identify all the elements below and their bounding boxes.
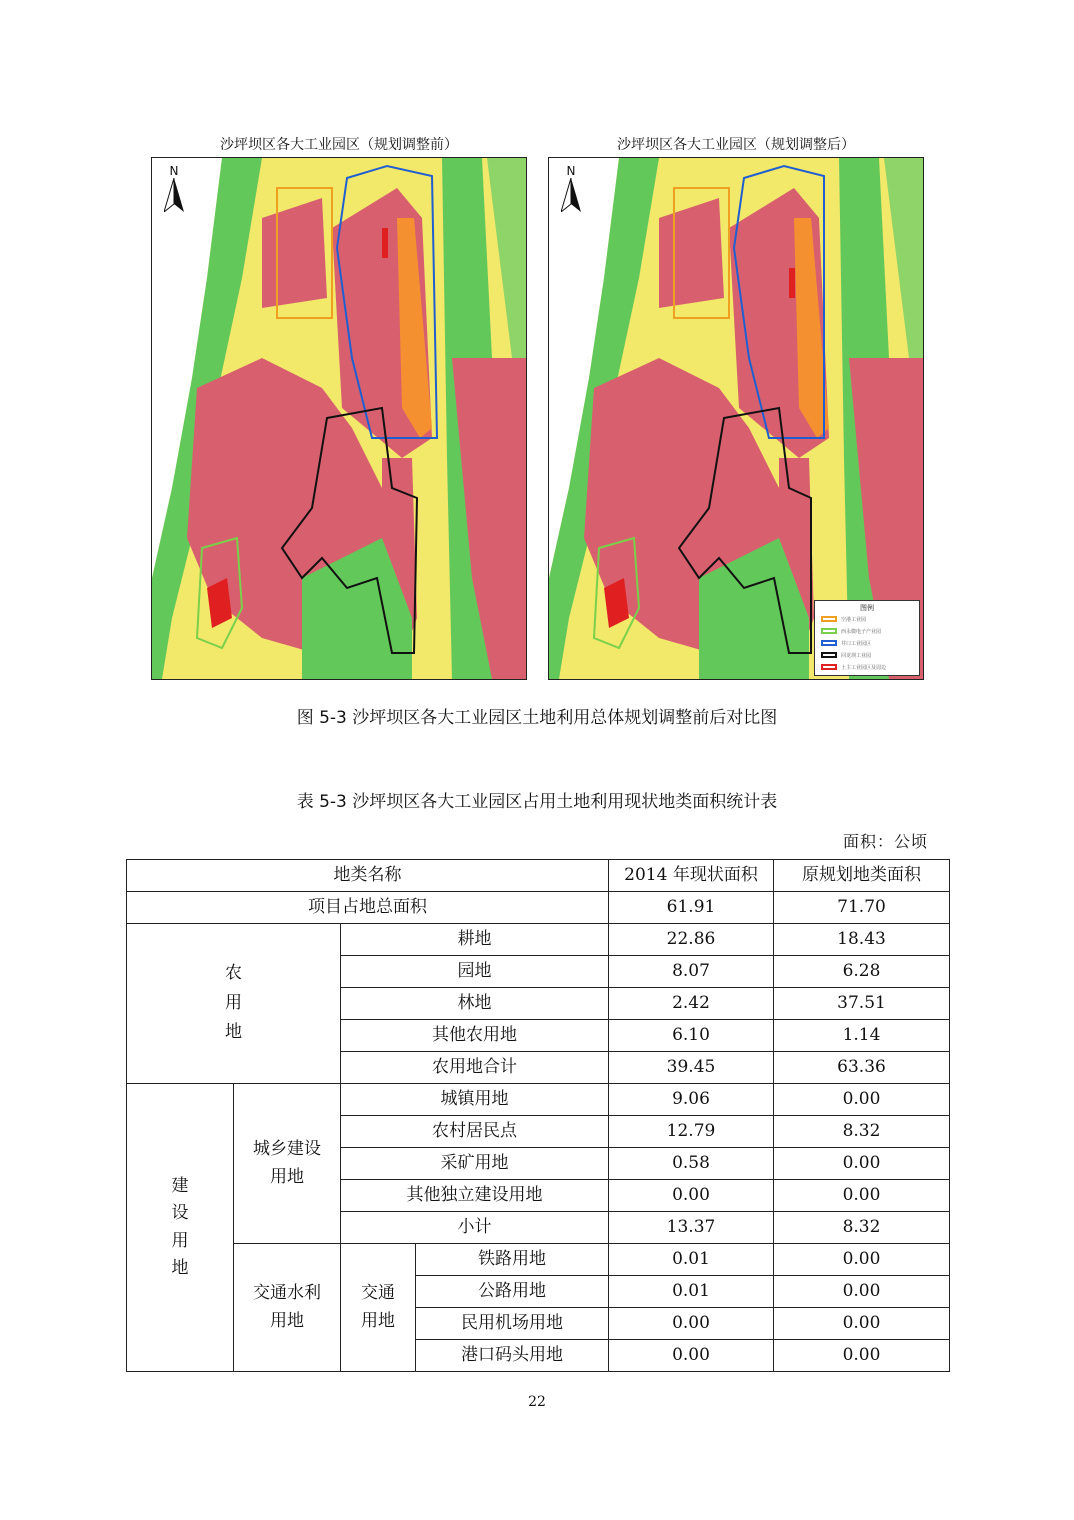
row-label: 其他独立建设用地 <box>341 1180 609 1212</box>
agri-label: 农用地 <box>225 962 242 1043</box>
cell-value: 0.00 <box>774 1148 950 1180</box>
legend-item <box>815 661 919 673</box>
row-label: 采矿用地 <box>341 1148 609 1180</box>
build-category <box>127 1084 234 1372</box>
row-label: 农用地合计 <box>341 1052 609 1084</box>
cell-value: 0.00 <box>609 1308 774 1340</box>
table-row <box>127 924 950 956</box>
row-label: 公路用地 <box>416 1276 609 1308</box>
cell-value: 37.51 <box>774 988 950 1020</box>
north-arrow-icon <box>164 164 184 216</box>
legend-swatch <box>821 628 837 634</box>
transport-label: 交通水利用地 <box>253 1283 321 1331</box>
page-number: 22 <box>528 1394 546 1410</box>
legend-label: 空港工业园 <box>841 616 867 623</box>
row-label: 农村居民点 <box>341 1116 609 1148</box>
cell-value: 8.07 <box>609 956 774 988</box>
cell-value: 71.70 <box>774 892 950 924</box>
legend-label: 土主工业园区及周边 <box>841 664 887 671</box>
table-row <box>127 1244 950 1276</box>
cell-value: 8.32 <box>774 1116 950 1148</box>
cell-value: 9.06 <box>609 1084 774 1116</box>
cell-value: 6.28 <box>774 956 950 988</box>
cell-value: 0.00 <box>774 1084 950 1116</box>
transport-category <box>234 1244 341 1372</box>
map-before <box>151 157 527 680</box>
cell-value: 18.43 <box>774 924 950 956</box>
total-label: 项目占地总面积 <box>127 892 609 924</box>
north-arrow-icon <box>561 164 581 216</box>
legend-item <box>815 649 919 661</box>
traffic-label: 交通用地 <box>361 1283 395 1331</box>
map-before-title: 沙坪坝区各大工业园区（规划调整前） <box>220 137 458 153</box>
legend-item <box>815 637 919 649</box>
cell-value: 2.42 <box>609 988 774 1020</box>
unit-label: 面积：公顷 <box>842 832 928 851</box>
cell-value: 22.86 <box>609 924 774 956</box>
table-caption: 表 5-3 沙坪坝区各大工业园区占用土地利用现状地类面积统计表 <box>296 792 778 812</box>
legend-swatch <box>821 652 837 658</box>
header-col1: 2014 年现状面积 <box>609 860 774 892</box>
legend-swatch <box>821 640 837 646</box>
map-legend <box>814 600 920 676</box>
cell-value: 12.79 <box>609 1116 774 1148</box>
cell-value: 61.91 <box>609 892 774 924</box>
legend-label: 井口工业园区 <box>841 640 872 647</box>
land-use-table <box>126 859 950 1372</box>
row-label: 耕地 <box>341 924 609 956</box>
map-after-title: 沙坪坝区各大工业园区（规划调整后） <box>617 137 855 153</box>
header-name: 地类名称 <box>127 860 609 892</box>
agri-category <box>127 924 341 1084</box>
cell-value: 13.37 <box>609 1212 774 1244</box>
legend-title: 图例 <box>860 604 874 612</box>
row-label: 园地 <box>341 956 609 988</box>
traffic-category <box>341 1244 416 1372</box>
row-label: 其他农用地 <box>341 1020 609 1052</box>
row-label: 铁路用地 <box>416 1244 609 1276</box>
cell-value: 0.01 <box>609 1276 774 1308</box>
figure-caption: 图 5-3 沙坪坝区各大工业园区土地利用总体规划调整前后对比图 <box>296 708 778 728</box>
cell-value: 6.10 <box>609 1020 774 1052</box>
cell-value: 0.00 <box>609 1180 774 1212</box>
cell-value: 8.32 <box>774 1212 950 1244</box>
legend-swatch <box>821 664 837 670</box>
row-label: 港口码头用地 <box>416 1340 609 1372</box>
cell-value: 1.14 <box>774 1020 950 1052</box>
north-label: N <box>566 164 576 178</box>
table-header-row <box>127 860 950 892</box>
urban-label: 城乡建设用地 <box>253 1139 321 1187</box>
cell-value: 0.00 <box>774 1308 950 1340</box>
cell-value: 0.00 <box>774 1180 950 1212</box>
row-label: 民用机场用地 <box>416 1308 609 1340</box>
row-label: 小计 <box>341 1212 609 1244</box>
table-row <box>127 1084 950 1116</box>
legend-item <box>815 613 919 625</box>
cell-value: 63.36 <box>774 1052 950 1084</box>
cell-value: 0.58 <box>609 1148 774 1180</box>
map-after <box>548 157 924 680</box>
urban-category <box>234 1084 341 1244</box>
row-label: 城镇用地 <box>341 1084 609 1116</box>
north-label: N <box>169 164 179 178</box>
cell-value: 0.00 <box>774 1244 950 1276</box>
map-before-graphic <box>152 158 526 679</box>
cell-value: 39.45 <box>609 1052 774 1084</box>
header-col2: 原规划地类面积 <box>774 860 950 892</box>
legend-swatch <box>821 616 837 622</box>
legend-label: 回龙坝工业园 <box>841 652 872 659</box>
legend-item <box>815 625 919 637</box>
cell-value: 0.00 <box>774 1276 950 1308</box>
cell-value: 0.00 <box>774 1340 950 1372</box>
table-row <box>127 892 950 924</box>
legend-label: 西永微电子产业园 <box>841 628 882 635</box>
cell-value: 0.01 <box>609 1244 774 1276</box>
build-label: 建设用地 <box>171 1176 189 1278</box>
row-label: 林地 <box>341 988 609 1020</box>
cell-value: 0.00 <box>609 1340 774 1372</box>
